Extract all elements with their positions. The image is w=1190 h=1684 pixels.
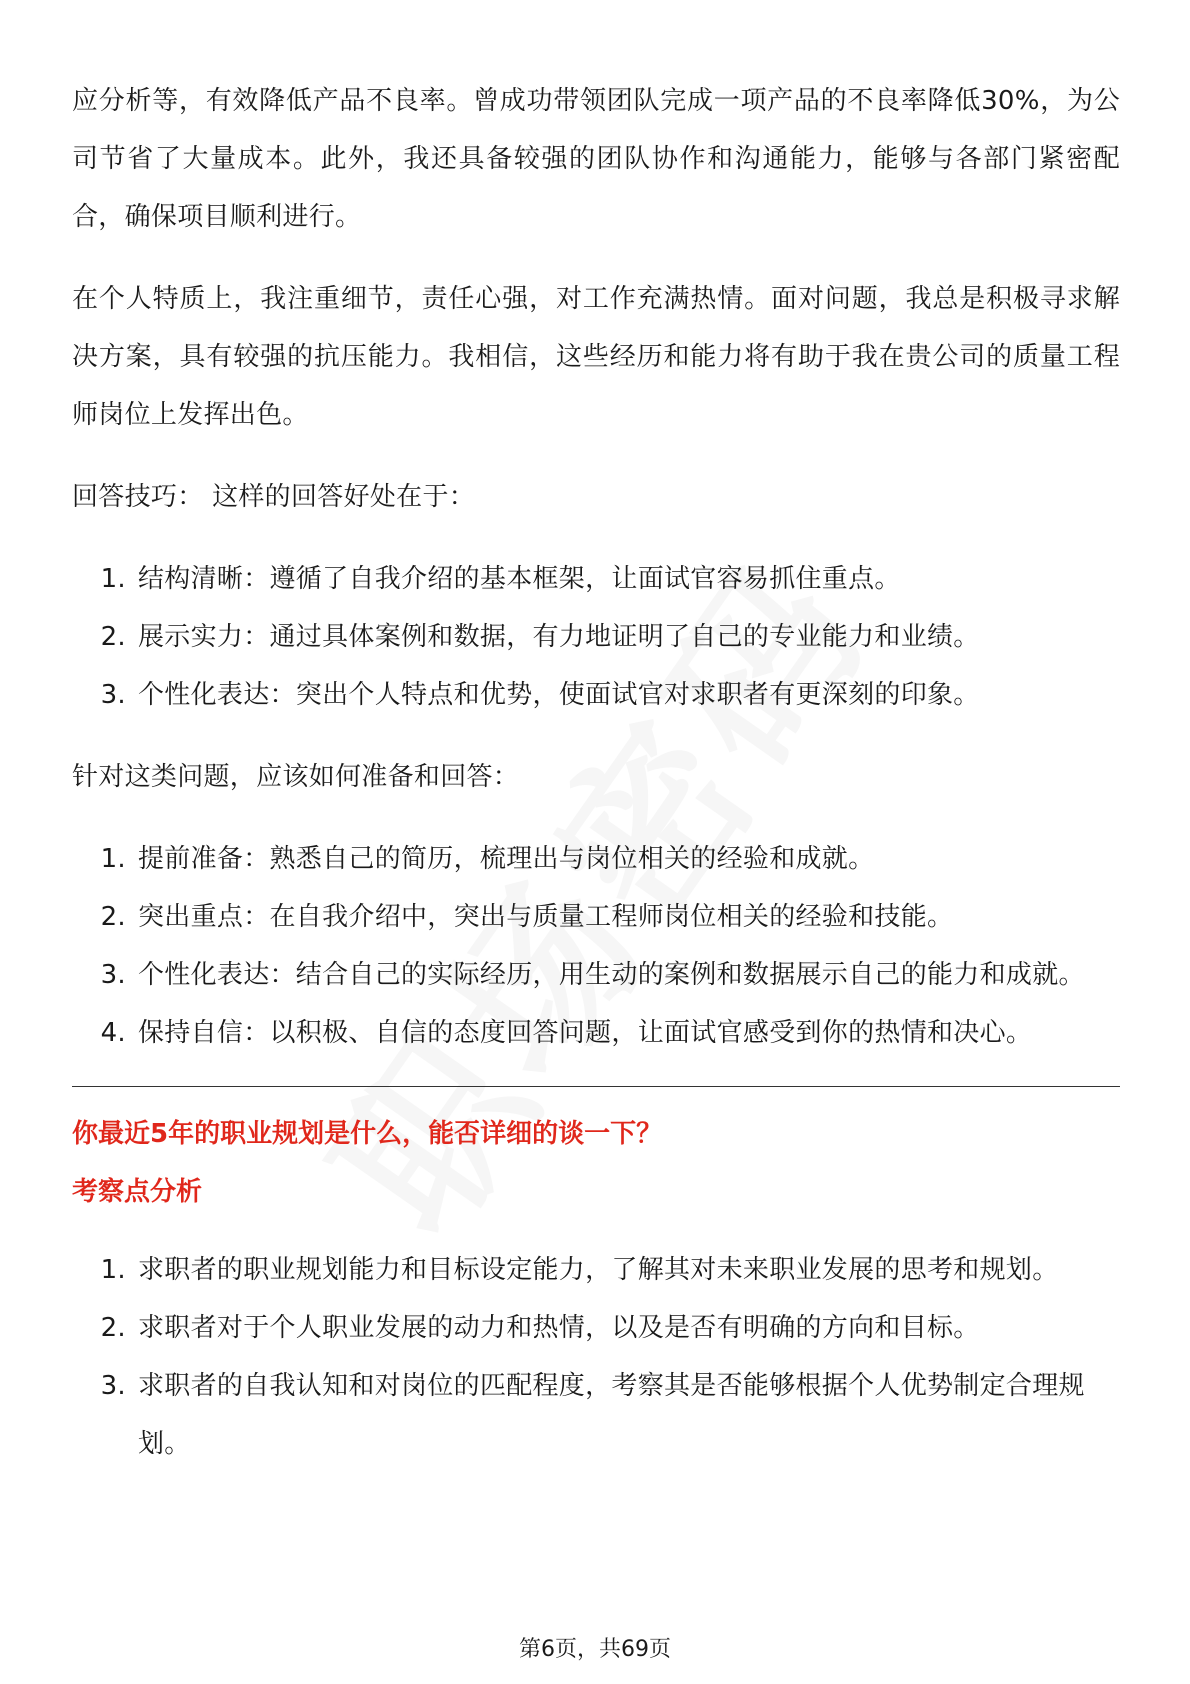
list-item <box>86 946 1120 1004</box>
list-item <box>86 666 1120 724</box>
list-number: 3. <box>100 1371 126 1401</box>
intro-paragraph-2: 在个人特质上，我注重细节，责任心强，对工作充满热情。面对问题，我总是积极寻求解决方案，具有较强的抗压能力。我相信，这些经历和能力将有助于我在贵公司的质量工程师岗位上发挥出色。 <box>72 284 1120 430</box>
list-item <box>86 888 1120 946</box>
list-text: 求职者的自我认知和对岗位的匹配程度，考察其是否能够根据个人优势制定合理规划。 <box>138 1371 1085 1459</box>
list-number: 1. <box>100 1255 126 1285</box>
list-item <box>86 830 1120 888</box>
page-content <box>72 72 1120 1497</box>
list-text: 个性化表达：突出个人特点和优势，使面试官对求职者有更深刻的印象。 <box>138 680 980 710</box>
section-divider <box>72 1086 1120 1087</box>
list-item <box>86 608 1120 666</box>
list-item <box>86 550 1120 608</box>
analysis-list <box>72 1241 1120 1473</box>
list-item <box>86 1357 1120 1473</box>
list-item <box>86 1241 1120 1299</box>
prepare-list <box>72 830 1120 1062</box>
list-number: 1. <box>100 844 126 874</box>
list-item <box>86 1299 1120 1357</box>
list-number: 3. <box>100 680 126 710</box>
question-title: 你最近5年的职业规划是什么，能否详细的谈一下？ <box>72 1119 663 1149</box>
list-text: 求职者的职业规划能力和目标设定能力，了解其对未来职业发展的思考和规划。 <box>138 1255 1059 1285</box>
list-text: 个性化表达：结合自己的实际经历，用生动的案例和数据展示自己的能力和成就。 <box>138 960 1085 990</box>
list-text: 提前准备：熟悉自己的简历，梳理出与岗位相关的经验和成就。 <box>138 844 875 874</box>
list-number: 2. <box>100 1313 126 1343</box>
analysis-heading: 考察点分析 <box>72 1177 203 1207</box>
list-number: 1. <box>100 564 126 594</box>
tips-heading: 回答技巧： 这样的回答好处在于： <box>72 482 476 512</box>
list-item <box>86 1004 1120 1062</box>
list-text: 保持自信：以积极、自信的态度回答问题，让面试官感受到你的热情和决心。 <box>138 1018 1033 1048</box>
list-text: 结构清晰：遵循了自我介绍的基本框架，让面试官容易抓住重点。 <box>138 564 901 594</box>
tips-list <box>72 550 1120 724</box>
list-text: 突出重点：在自我介绍中，突出与质量工程师岗位相关的经验和技能。 <box>138 902 954 932</box>
list-number: 3. <box>100 960 126 990</box>
list-number: 4. <box>100 1018 126 1048</box>
list-number: 2. <box>100 902 126 932</box>
list-text: 求职者对于个人职业发展的动力和热情，以及是否有明确的方向和目标。 <box>138 1313 980 1343</box>
list-text: 展示实力：通过具体案例和数据，有力地证明了自己的专业能力和业绩。 <box>138 622 980 652</box>
prepare-heading: 针对这类问题，应该如何准备和回答： <box>72 762 520 792</box>
page-footer: 第6页，共69页 <box>519 1637 671 1662</box>
list-number: 2. <box>100 622 126 652</box>
intro-paragraph-1: 应分析等，有效降低产品不良率。曾成功带领团队完成一项产品的不良率降低30%，为公司节省了大量成本。此外，我还具备较强的团队协作和沟通能力，能够与各部门紧密配合，确保项目顺利进行。 <box>72 86 1120 232</box>
